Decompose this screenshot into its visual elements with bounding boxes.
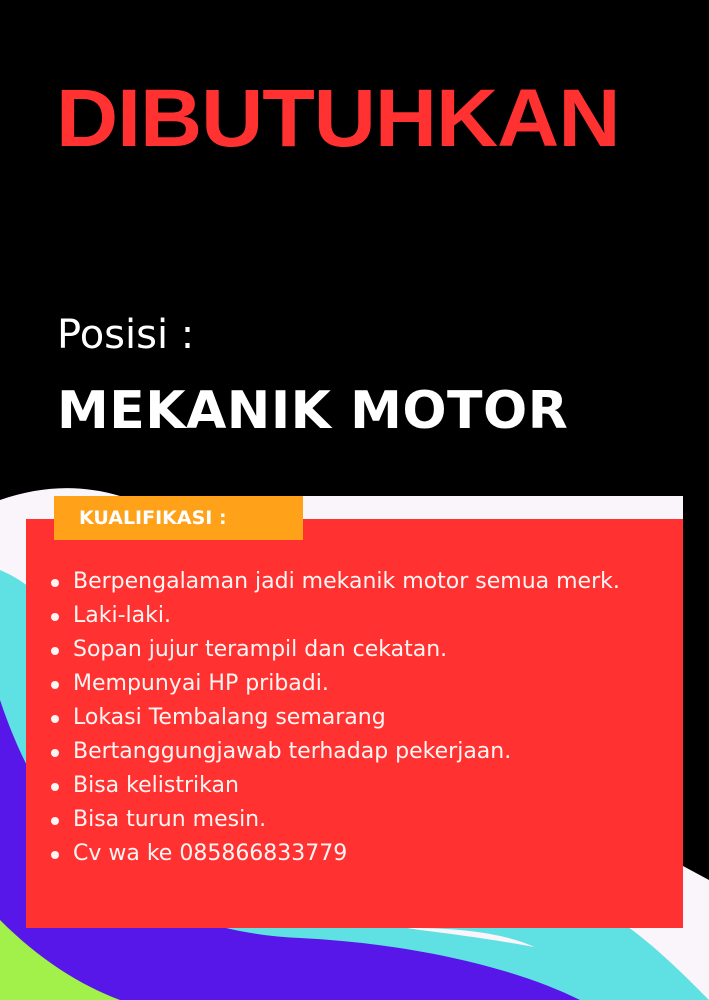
list-item: Sopan jujur terampil dan cekatan. bbox=[48, 633, 658, 667]
list-item: Bisa turun mesin. bbox=[48, 803, 658, 837]
bullet-icon bbox=[51, 579, 59, 587]
list-item: Bisa kelistrikan bbox=[48, 769, 658, 803]
bullet-icon bbox=[51, 783, 59, 791]
bullet-icon bbox=[51, 851, 59, 859]
list-item: Mempunyai HP pribadi. bbox=[48, 667, 658, 701]
list-item: Lokasi Tembalang semarang bbox=[48, 701, 658, 735]
list-item: Berpengalaman jadi mekanik motor semua merk. bbox=[48, 565, 658, 599]
list-item: Laki-laki. bbox=[48, 599, 658, 633]
bullet-icon bbox=[51, 613, 59, 621]
bullet-icon bbox=[51, 715, 59, 723]
bullet-icon bbox=[51, 817, 59, 825]
position-label: Posisi : bbox=[57, 312, 195, 358]
list-item: Cv wa ke 085866833779 bbox=[48, 837, 658, 871]
bullet-icon bbox=[51, 681, 59, 689]
headline: DIBUTUHKAN bbox=[56, 73, 620, 164]
position-value: MEKANIK MOTOR bbox=[57, 381, 569, 441]
bullet-icon bbox=[51, 749, 59, 757]
bullet-icon bbox=[51, 647, 59, 655]
qualifications-title: KUALIFIKASI : bbox=[54, 496, 303, 540]
qualifications-list bbox=[48, 565, 658, 871]
list-item: Bertanggungjawab terhadap pekerjaan. bbox=[48, 735, 658, 769]
